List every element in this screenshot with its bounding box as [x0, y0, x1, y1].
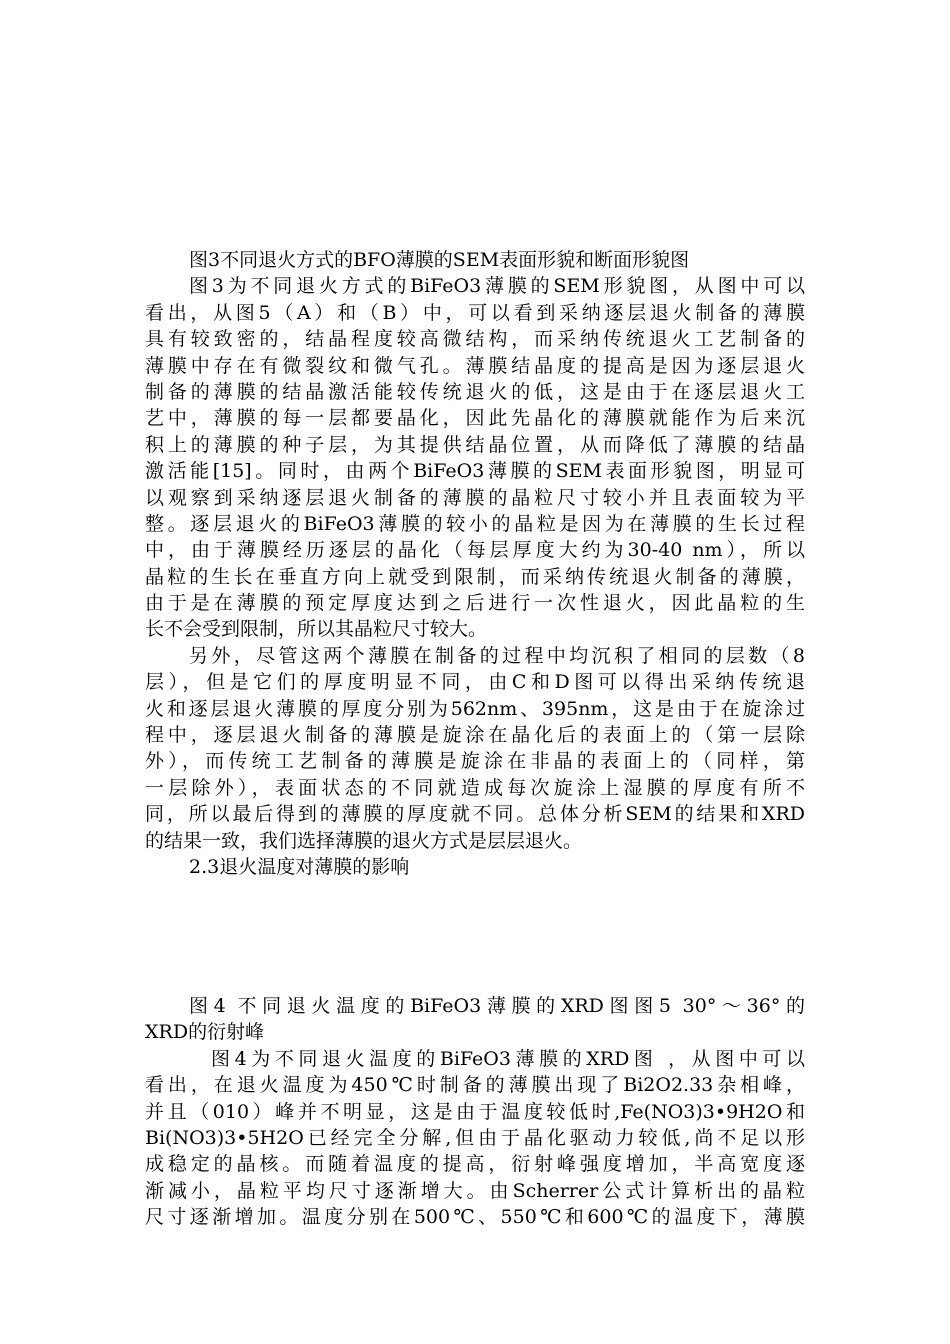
- paragraph-line: 一层除外），表面状态的不同就造成每次旋涂上湿膜的厚度有所不: [145, 776, 805, 799]
- paragraph-xrd-analysis: [145, 1046, 805, 1231]
- paragraph-line: 积上的薄膜的种子层，为其提供结晶位置，从而降低了薄膜的结晶: [145, 433, 805, 456]
- paragraph-line: 晶粒的生长在垂直方向上就受到限制，而采纳传统退火制备的薄膜，: [145, 565, 805, 588]
- paragraph-line: 程中，逐层退火制备的薄膜是旋涂在晶化后的表面上的（第一层除: [145, 724, 805, 747]
- paragraph-thickness-analysis: [145, 643, 805, 854]
- paragraph-line: 图3为不同退火方式的BiFeO3薄膜的SEM形貌图，从图中可以: [189, 275, 805, 298]
- paragraph-line: 激活能[15]。同时，由两个BiFeO3薄膜的SEM表面形貌图，明显可: [145, 460, 805, 483]
- figure3-caption: 图3不同退火方式的BFO薄膜的SEM表面形貌和断面形貌图: [189, 249, 690, 271]
- paragraph-line: 层），但是它们的厚度明显不同，由C和D图可以得出采纳传统退: [145, 671, 805, 694]
- paragraph-line: 看出，从图5（A）和（B）中，可以看到采纳逐层退火制备的薄膜: [145, 301, 805, 324]
- paragraph-line: 成稳定的晶核。而随着温度的提高，衍射峰强度增加，半高宽度逐: [145, 1153, 805, 1176]
- paragraph-line: 以观察到采纳逐层退火制备的薄膜的晶粒尺寸较小并且表面较为平: [145, 486, 805, 509]
- section-xrd: [145, 993, 805, 1231]
- paragraph-line: 中，由于薄膜经历逐层的晶化（每层厚度大约为30-40 nm），所以: [145, 539, 805, 562]
- section-sem: [145, 247, 805, 880]
- paragraph-line: 制备的薄膜的结晶激活能较传统退火的低，这是由于在逐层退火工: [145, 380, 805, 403]
- paragraph-line: 尺寸逐渐增加。温度分别在500℃、550℃和600℃的温度下，薄膜: [145, 1206, 805, 1229]
- section-heading: 2.3退火温度对薄膜的影响: [189, 855, 410, 878]
- paragraph-sem-analysis: [145, 273, 805, 642]
- paragraph-line: 图4为不同退火温度的BiFeO3薄膜的XRD图 ，从图中可以: [211, 1047, 805, 1070]
- paragraph-line: 外），而传统工艺制备的薄膜是旋涂在非晶的表面上的（同样，第: [145, 750, 805, 773]
- paragraph-line: 火和逐层退火薄膜的厚度分别为562nm、395nm，这是由于在旋涂过: [145, 697, 805, 720]
- figure4-caption: 图4 不同退火温度的BiFeO3薄膜的XRD图图5 30°～36°的: [189, 995, 805, 1017]
- paragraph-line: 另外，尽管这两个薄膜在制备的过程中均沉积了相同的层数（8: [189, 644, 805, 667]
- paragraph-line: Bi(NO3)3•5H2O已经完全分解,但由于晶化驱动力较低,尚不足以形: [145, 1126, 805, 1149]
- paragraph-line: 并且（010）峰并不明显，这是由于温度较低时,Fe(NO3)3•9H2O和: [145, 1100, 805, 1123]
- paragraph-line: 的结果一致，我们选择薄膜的退火方式是层层退火。: [145, 829, 583, 852]
- paragraph-line: 看出，在退火温度为450℃时制备的薄膜出现了Bi2O2.33杂相峰，: [145, 1074, 805, 1097]
- paragraph-line: 渐减小，晶粒平均尺寸逐渐增大。由Scherrer公式计算析出的晶粒: [145, 1179, 805, 1202]
- figure4-caption-continued: XRD的衍射峰: [145, 1021, 265, 1044]
- paragraph-line: 长不会受到限制，所以其晶粒尺寸较大。: [145, 618, 488, 641]
- paragraph-line: 由于是在薄膜的预定厚度达到之后进行一次性退火，因此晶粒的生: [145, 592, 805, 615]
- paragraph-line: 同，所以最后得到的薄膜的厚度就不同。总体分析SEM的结果和XRD: [145, 803, 805, 826]
- paragraph-line: 薄膜中存在有微裂纹和微气孔。薄膜结晶度的提高是因为逐层退火: [145, 354, 805, 377]
- paragraph-line: 具有较致密的，结晶程度较高微结构，而采纳传统退火工艺制备的: [145, 328, 805, 351]
- paragraph-line: 整。逐层退火的BiFeO3薄膜的较小的晶粒是因为在薄膜的生长过程: [145, 512, 805, 535]
- paragraph-line: 艺中，薄膜的每一层都要晶化，因此先晶化的薄膜就能作为后来沉: [145, 407, 805, 430]
